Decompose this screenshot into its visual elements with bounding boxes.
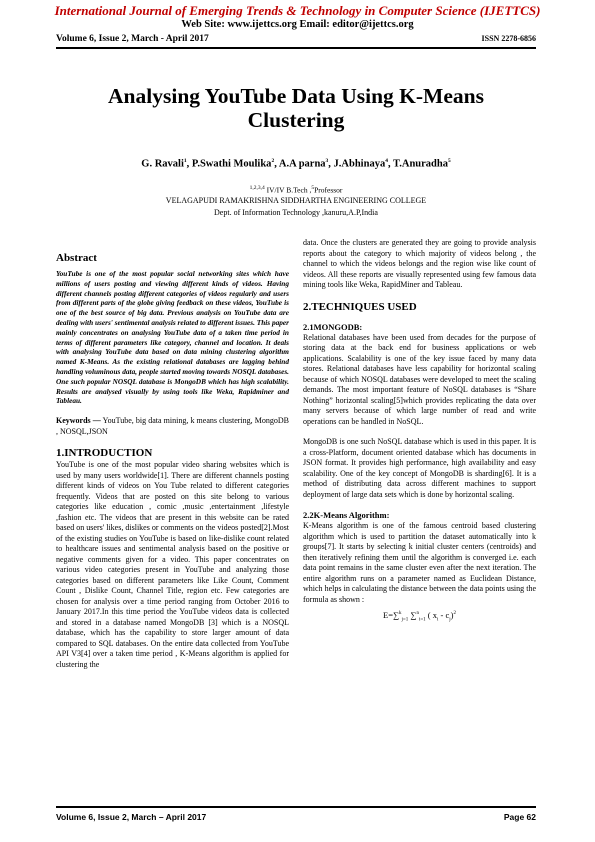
- volume-line: [56, 33, 536, 45]
- journal-website: Web Site: www.ijettcs.org Email: editor@ijettcs.org: [181, 19, 414, 30]
- author-affiliation-mark: 1: [183, 158, 187, 164]
- euclidean-formula: E=∑$^k_{j=1}$ ∑$^n_{i=1}$ ( $x_i - c_j)^2$: [383, 609, 456, 623]
- author: J.Abhinaya: [333, 158, 386, 170]
- abstract-body: YouTube is one of the most popular social networking sites which have millions of users posting and viewing different kinds of videos. Having different channels posting different categories of videos regularly and users from different parts of the globe giving feedback on these videos, YouTube is one of the best source of big data. Previous analysis on YouTube data are dealing with users' sentimental analysis related to different issues. This paper mainly concentrates on analysing YouTube data of a taken time period in terms of different parameters like category, channel and location. It deals with analysing YouTube data based on data mining clustering algorithm named K-Means. As the existing relational databases are lagging behind handling voluminous data, people started moving towards NOSQL databases. One such popular NOSQL database is MongoDB which has high scalability. Results are analysed visually by using tools like Weka, Rapidminer and Tableau.: [56, 269, 289, 406]
- paper-title: [56, 84, 536, 132]
- affiliation: [56, 183, 536, 196]
- right-column: [303, 238, 536, 626]
- author-affiliation-mark: 5: [447, 158, 451, 164]
- affiliation-mark: 1,2,3,4: [249, 185, 265, 191]
- author-affiliation-mark: 2: [271, 158, 275, 164]
- paper-title-line-2: Clustering: [247, 108, 345, 132]
- keywords: [56, 416, 289, 437]
- mongodb-paragraph-2: MongoDB is one such NoSQL database which is used in this paper. It is a cross-Platform, document oriented database which has documents in JSON format. It provides high performance, high availability and easy scalability. One of the key concept of MongoDB is sharding[6]. It is a method of distributing data across different machines to support deployment of large data sets which is done by horizontal scaling.: [303, 437, 536, 499]
- page-number: Page 62: [503, 812, 536, 822]
- keywords-label: Keywords —: [56, 416, 101, 426]
- abstract-heading: Abstract: [56, 252, 97, 264]
- introduction-continued: data. Once the clusters are generated they are going to provide analysis reports about the category to which majority of videos belong , the channel to which the videos belongs and the region wise like count of videos. All these reports are visually represented using few famous data mining tools like Weka, RapidMiner and Tableau.: [303, 238, 536, 289]
- affiliation-mark: 5: [311, 185, 315, 191]
- keywords-text: YouTube, big data mining, k means clustering, MongoDB , NOSQL,JSON: [56, 416, 290, 436]
- author: P.Swathi Moulika: [191, 158, 272, 170]
- left-column: [56, 252, 289, 670]
- introduction-body: YouTube is one of the most popular video sharing websites which is used by many users worldwide[1]. There are different channels posting different kinds of videos on You Tube related to different categories frequently. Videos that are posted on this site belong to various categories like education , comic ,music ,entertainment ,lifestyle ,fashion etc. The videos that are present in this website can be rated based on users' likes, dislikes or comments on the videos posted[2].Most of the existing studies on YouTube is based on like-dislike count related to healthcare issues and sentimental analysis based on the positive or negative comments given for a video. This paper concentrates on various video categories present in YouTube and analyzing those categories based on different parameters like Like Count, Comment Count , Dislike Count, Channel Title, region etc. Few categories are chosen for analysis over a time period ranging from October 2016 to January 2017.In this time period the YouTube videos data is collected and stored in a database named MongoDB [3] which is a NOSQL database, which has the capability to store larger amount of data compared to SQL databases. On the entire data collected from YouTube API V3[4] over a taken time period , K-Means algorithm is applied for clustering the: [56, 460, 289, 669]
- mongodb-paragraph-1: Relational databases have been used from decades for the purpose of storing data at the back end for business applications or web applications. Scalability is one of the key issue faced by many data stores. Relational databases have less capability for horizontal scaling because of which NOSQL databases were developed to meet the scaling demands. The most important feature of NoSQL databases is “Share Nothing” horizontal scaling[5]which provides replicating the data over many servers because of which large number of read and write operations can be handled in NoSQL.: [303, 332, 536, 426]
- author-affiliation-mark: 4: [385, 158, 388, 164]
- introduction-heading: 1.INTRODUCTION: [56, 447, 153, 460]
- kmeans-heading: 2.2K-Means Algorithm:: [303, 510, 390, 520]
- header-rule: [56, 47, 536, 49]
- kmeans-paragraph: K-Means algorithm is one of the famous centroid based clustering algorithm which is used to partition the dataset automatically into k groups[7]. It starts by selecting k initial cluster centers (centroids) and then iteratively refining them until the algorithm is converged i.e. each data point remains in the same cluster even after the next iteration. The entire algorithm runs on a parameter named as Euclidean Distance, which helps in calculating the distance between the data points using the formula as shown :: [303, 521, 536, 604]
- college-name: VELAGAPUDI RAMAKRISHNA SIDDHARTHA ENGINEERING COLLEGE: [165, 196, 427, 205]
- footer-volume: Volume 6, Issue 2, March – April 2017: [56, 812, 207, 822]
- issn: ISSN 2278-6856: [481, 34, 536, 43]
- footer-rule: [56, 806, 536, 808]
- techniques-heading: 2.TECHNIQUES USED: [303, 300, 417, 313]
- author: G. Ravali: [141, 158, 184, 170]
- author: T.Anuradha: [393, 158, 448, 170]
- department: Dept. of Information Technology ,kanuru,A.P,India: [214, 208, 378, 217]
- author-affiliation-mark: 3: [325, 158, 329, 164]
- mongodb-heading: 2.1MONGODB:: [303, 321, 363, 332]
- author-list: G. Ravali$^1$, P.Swathi Moulika$^2$, A.A parna$^3$, J.Abhinaya$^4$, T.Anuradha$^5$: [141, 158, 451, 170]
- journal-name: International Journal of Emerging Trends & Technology in Computer Science (IJETTCS): [54, 3, 541, 18]
- volume-issue: Volume 6, Issue 2, March - April 2017: [56, 34, 209, 44]
- affiliation-role: IV/IV B.Tech ,: [264, 185, 312, 195]
- affiliation-role: Professor: [314, 185, 343, 195]
- author: A.A parna: [278, 158, 326, 170]
- page-footer: [56, 812, 536, 823]
- paper-title-line-1: Analysing YouTube Data Using K-Means: [108, 84, 484, 108]
